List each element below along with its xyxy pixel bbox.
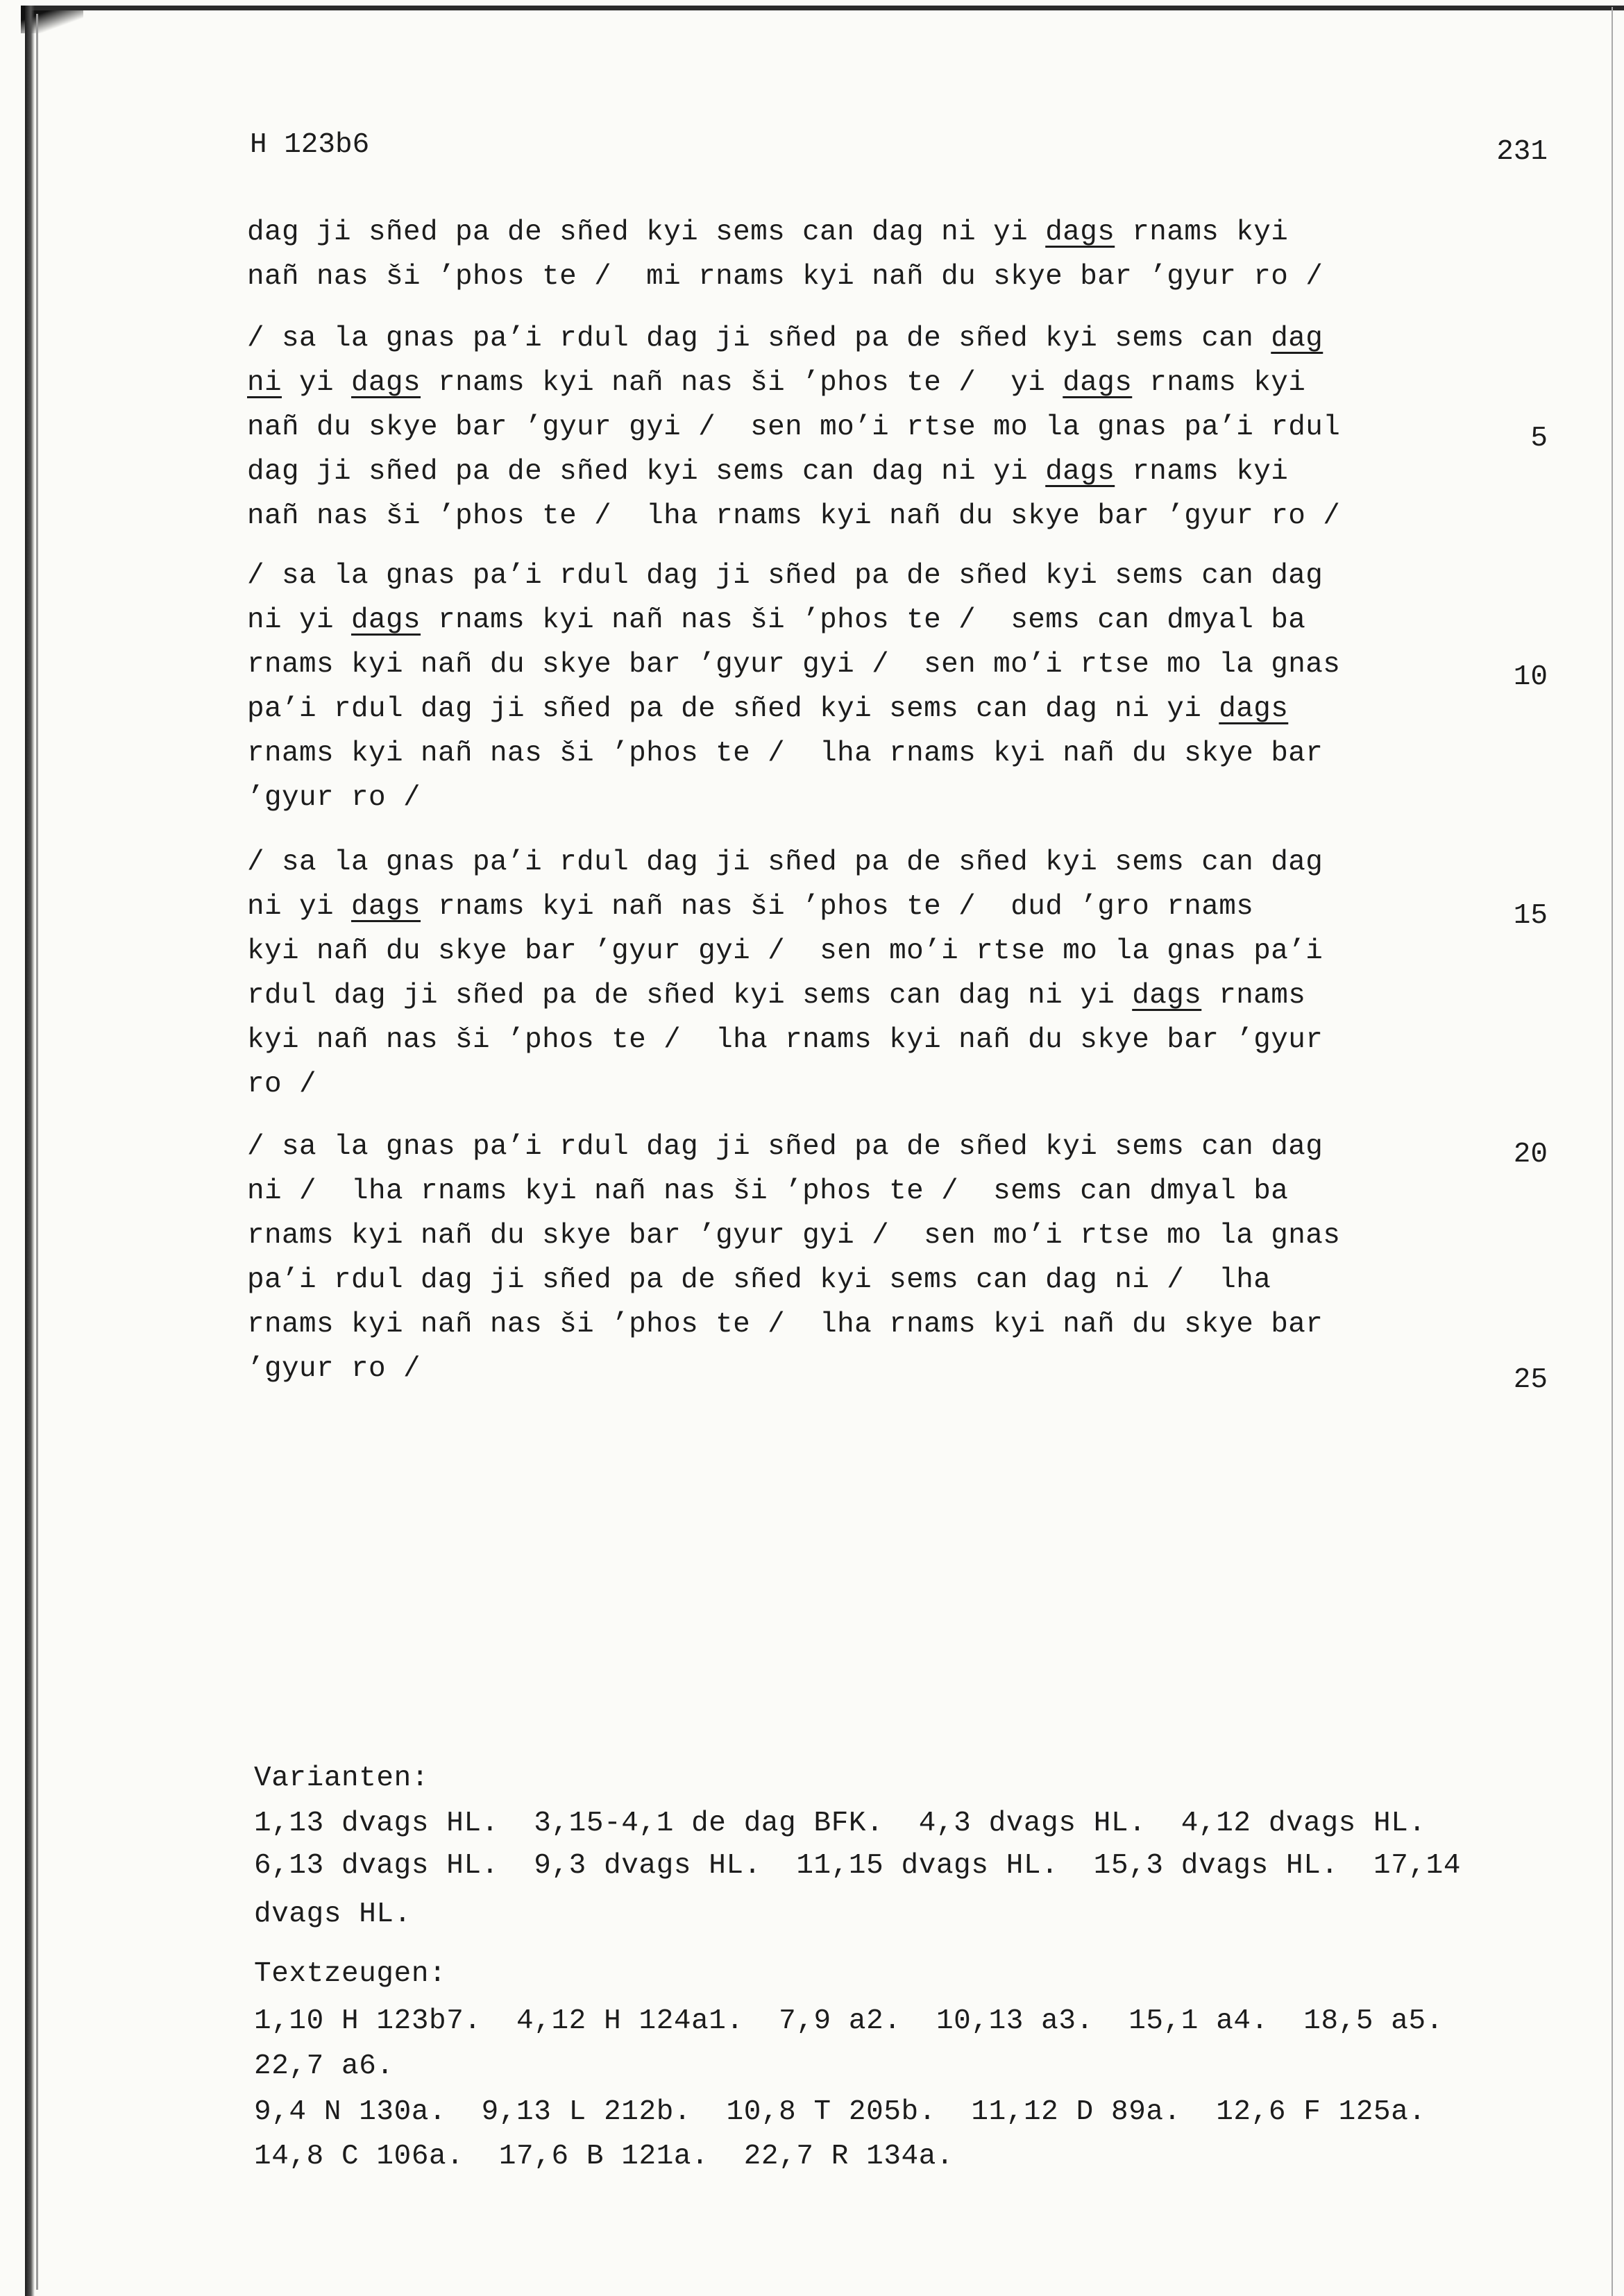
text-line xyxy=(247,216,1288,248)
running-head-siglum: H 123b6 xyxy=(250,129,370,161)
text-segment: nañ nas ši ’phos te / mi rnams kyi nañ du skye bar ’gyur ro / xyxy=(247,261,1323,293)
underlined-word: dag xyxy=(1271,323,1323,355)
text-line xyxy=(247,560,1323,592)
apparatus-line: 22,7 a6. xyxy=(254,2050,394,2082)
text-segment: yi xyxy=(282,367,352,399)
text-segment: rnams xyxy=(1201,980,1306,1012)
underlined-word: dags xyxy=(1219,693,1289,725)
text-line xyxy=(247,1309,1323,1341)
apparatus-line: 6,13 dvags HL. 9,3 dvags HL. 11,15 dvags HL. 15,3 dvags HL. 17,14 xyxy=(254,1850,1462,1882)
text-line xyxy=(247,261,1323,293)
text-line xyxy=(247,323,1323,355)
text-line xyxy=(247,935,1323,967)
text-segment: ni / lha rnams kyi nañ nas ši ’phos te / sems can dmyal ba xyxy=(247,1175,1289,1207)
underlined-word: dags xyxy=(1045,456,1115,488)
scan-right-edge xyxy=(1612,7,1613,2296)
text-segment: ni yi xyxy=(247,604,352,636)
text-line xyxy=(247,693,1288,725)
text-line xyxy=(247,1220,1340,1252)
underlined-word: dags xyxy=(1063,367,1133,399)
text-segment: kyi nañ du skye bar ’gyur gyi / sen mo’i rtse mo la gnas pa’i xyxy=(247,935,1323,967)
text-line xyxy=(247,1175,1288,1207)
text-segment: rdul dag ji sñed pa de sñed kyi sems can dag ni yi xyxy=(247,980,1133,1012)
text-segment: nañ du skye bar ’gyur gyi / sen mo’i rtse mo la gnas pa’i rdul xyxy=(247,411,1341,443)
text-segment: kyi nañ nas ši ’phos te / lha rnams kyi nañ du skye bar ’gyur xyxy=(247,1024,1323,1056)
apparatus-heading: Textzeugen: xyxy=(254,1958,447,1990)
text-line xyxy=(247,456,1288,488)
text-line xyxy=(247,1353,421,1385)
text-segment: rnams kyi nañ nas ši ’phos te / sems can dmyal ba xyxy=(421,604,1306,636)
text-segment: rnams kyi xyxy=(1115,216,1289,248)
text-line xyxy=(247,367,1305,399)
text-line xyxy=(247,782,421,814)
text-segment: dag ji sñed pa de sñed kyi sems can dag ni yi xyxy=(247,216,1046,248)
text-segment: / sa la gnas pa’i rdul dag ji sñed pa de sñed kyi sems can dag xyxy=(247,1131,1323,1163)
apparatus-line: 1,10 H 123b7. 4,12 H 124a1. 7,9 a2. 10,13 a3. 15,1 a4. 18,5 a5. xyxy=(254,2005,1444,2037)
text-line xyxy=(247,847,1323,878)
text-segment: / sa la gnas pa’i rdul dag ji sñed pa de sñed kyi sems can dag xyxy=(247,560,1323,592)
text-segment: rnams kyi xyxy=(1132,367,1306,399)
underlined-word: dags xyxy=(1132,980,1202,1012)
text-segment: pa’i rdul dag ji sñed pa de sñed kyi sems can dag ni / lha xyxy=(247,1264,1271,1296)
line-number: 20 xyxy=(1513,1139,1548,1171)
text-line xyxy=(247,891,1253,923)
text-segment: rnams kyi nañ du skye bar ’gyur gyi / sen mo’i rtse mo la gnas xyxy=(247,649,1341,681)
text-segment: ’gyur ro / xyxy=(247,1353,421,1385)
apparatus-line: 14,8 C 106a. 17,6 B 121a. 22,7 R 134a. xyxy=(254,2141,954,2172)
page-number: 231 xyxy=(1496,136,1548,168)
scan-left-edge xyxy=(25,6,35,2296)
text-segment: ni yi xyxy=(247,891,352,923)
underlined-word: dags xyxy=(1045,216,1115,248)
text-line xyxy=(247,500,1340,532)
line-number: 15 xyxy=(1513,900,1548,932)
text-segment: rnams kyi nañ nas ši ’phos te / dud ’gro rnams xyxy=(421,891,1254,923)
line-number: 10 xyxy=(1513,661,1548,693)
text-segment: rnams kyi nañ nas ši ’phos te / lha rnams kyi nañ du skye bar xyxy=(247,738,1323,769)
text-line xyxy=(247,649,1340,681)
text-segment: nañ nas ši ’phos te / lha rnams kyi nañ du skye bar ’gyur ro / xyxy=(247,500,1341,532)
text-line xyxy=(247,1069,316,1100)
text-segment: ’gyur ro / xyxy=(247,782,421,814)
scan-top-edge xyxy=(28,6,1624,10)
text-segment: dag ji sñed pa de sñed kyi sems can dag ni yi xyxy=(247,456,1046,488)
underlined-word: ni xyxy=(247,367,282,399)
underlined-word: dags xyxy=(351,891,421,923)
apparatus-line: 1,13 dvags HL. 3,15-4,1 de dag BFK. 4,3 dvags HL. 4,12 dvags HL. xyxy=(254,1808,1426,1839)
underlined-word: dags xyxy=(351,604,421,636)
text-line xyxy=(247,738,1323,769)
text-segment: / sa la gnas pa’i rdul dag ji sñed pa de sñed kyi sems can dag xyxy=(247,847,1323,878)
text-segment: / sa la gnas pa’i rdul dag ji sñed pa de sñed kyi sems can xyxy=(247,323,1271,355)
text-segment: rnams kyi xyxy=(1115,456,1289,488)
line-number: 5 xyxy=(1530,423,1548,454)
apparatus-line: 9,4 N 130a. 9,13 L 212b. 10,8 T 205b. 11,12 D 89a. 12,6 F 125a. xyxy=(254,2096,1426,2128)
text-line xyxy=(247,1024,1323,1056)
text-line xyxy=(247,1264,1271,1296)
apparatus-line: dvags HL. xyxy=(254,1898,412,1930)
text-segment: rnams kyi nañ nas ši ’phos te / yi xyxy=(421,367,1063,399)
text-line xyxy=(247,980,1305,1012)
text-segment: rnams kyi nañ du skye bar ’gyur gyi / sen mo’i rtse mo la gnas xyxy=(247,1220,1341,1252)
text-line xyxy=(247,604,1305,636)
text-line xyxy=(247,1131,1323,1163)
line-number: 25 xyxy=(1513,1364,1548,1396)
text-segment: pa’i rdul dag ji sñed pa de sñed kyi sems can dag ni yi xyxy=(247,693,1219,725)
apparatus-heading: Varianten: xyxy=(254,1762,430,1794)
text-segment: ro / xyxy=(247,1069,317,1100)
scan-left-edge-line xyxy=(36,14,38,2290)
text-segment: rnams kyi nañ nas ši ’phos te / lha rnams kyi nañ du skye bar xyxy=(247,1309,1323,1341)
underlined-word: dags xyxy=(351,367,421,399)
text-line xyxy=(247,411,1340,443)
